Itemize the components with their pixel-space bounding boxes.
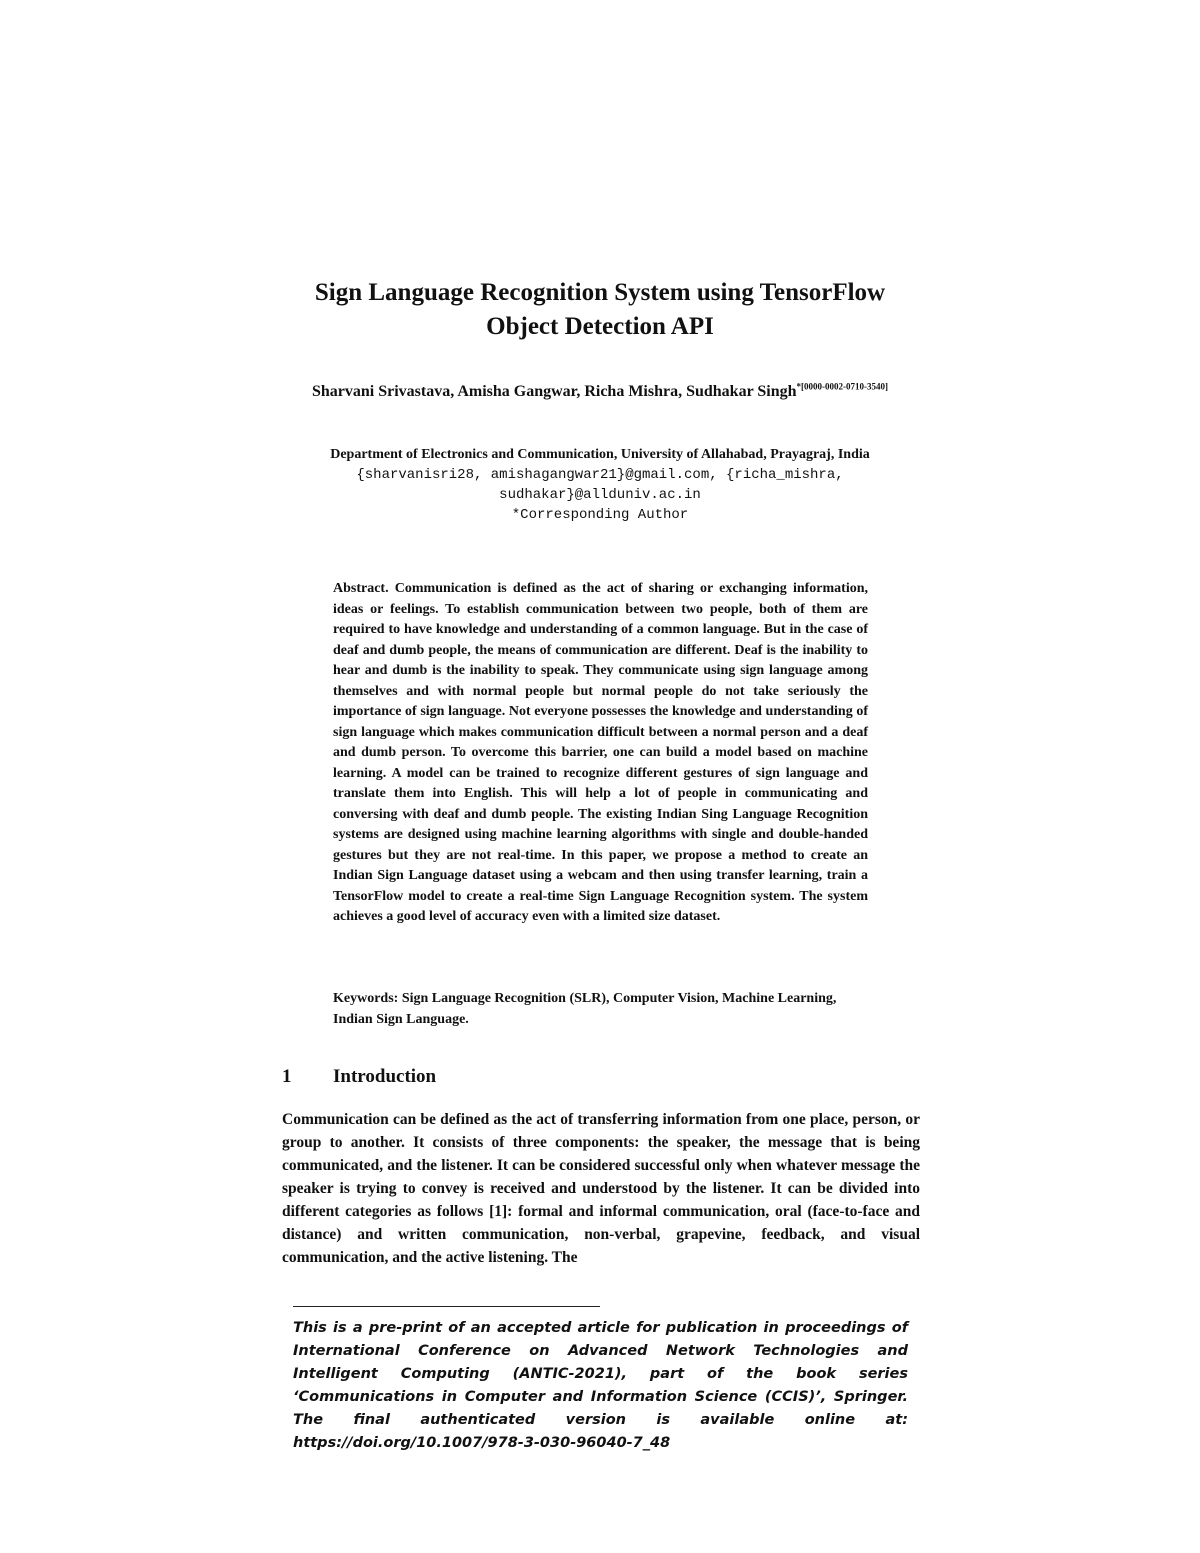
footnote-divider [293, 1306, 600, 1307]
affiliation: Department of Electronics and Communication, University of Allahabad, Prayagraj, India [330, 447, 870, 462]
keywords-text: Sign Language Recognition (SLR), Computer Vision, Machine Learning, Indian Sign Language. [333, 991, 837, 1027]
introduction-paragraph: Communication can be defined as the act of transferring information from one place, person, or group to another. It consists of three components: the speaker, the message that is being communicated, and the listener. It can be considered successful only when whatever message the speaker is trying to convey is received and understood by the listener. It can be divided into different categories as follows [1]: formal and informal communication, oral (face-to-face and distance) and written communication, non-verbal, grapevine, feedback, and visual communication, and the active listening. The [282, 1111, 920, 1266]
paper-title-line-2: Object Detection API [486, 313, 714, 340]
abstract [333, 579, 868, 928]
preprint-footnote: This is a pre-print of an accepted article for publication in proceedings of International Conference on Advanced Network Technologies and Intelligent Computing (ANTIC-2021), part of the book series ‘Communications in Computer and Information Science (CCIS)’, Springer. The final authenticated version is available online at: https://doi.org/10.1007/978-3-030-96040-7_48 [293, 1320, 908, 1451]
paper-title-line-1: Sign Language Recognition System using TensorFlow [314, 279, 886, 306]
emails-line-1: {sharvanisri28, amishagangwar21}@gmail.com, {richa_mishra, [356, 467, 844, 483]
author-names: Sharvani Srivastava, Amisha Gangwar, Richa Mishra, Sudhakar Singh [311, 383, 797, 400]
abstract-text: Communication is defined as the act of sharing or exchanging information, ideas or feelings. To establish communication between two people, both of them are required to have knowledge and understanding of a common language. But in the case of deaf and dumb people, the means of communication are different. Deaf is the inability to hear and dumb is the inability to speak. They communicate using sign language among themselves and with normal people but normal people do not take seriously the importance of sign language. Not everyone possesses the knowledge and understanding of sign language which makes communication difficult between a normal person and a deaf and dumb person. To overcome this barrier, one can build a model based on machine learning. A model can be trained to recognize different gestures of sign language and translate them into English. This will help a lot of people in communicating and conversing with deaf and dumb people. The existing Indian Sing Language Recognition systems are designed using machine learning algorithms with single and double-handed gestures but they are not real-time. In this paper, we propose a method to create an Indian Sign Language dataset using a webcam and then using transfer learning, train a TensorFlow model to create a real-time Sign Language Recognition system. The system achieves a good level of accuracy even with a limited size dataset. [333, 581, 868, 924]
keywords-label: Keywords: [333, 991, 399, 1006]
author-list [280, 382, 920, 402]
affiliation-block [250, 445, 950, 525]
paper-title [200, 276, 1000, 344]
abstract-label: Abstract. [333, 581, 389, 596]
section-heading-introduction [282, 1064, 436, 1090]
section-number: 1 [282, 1066, 292, 1087]
corresponding-author-note: *Corresponding Author [511, 507, 689, 523]
keywords [333, 988, 868, 1030]
emails-line-2: sudhakar}@allduniv.ac.in [499, 487, 701, 503]
orcid-superscript: *[0000-0002-0710-3540] [796, 381, 889, 392]
section-title: Introduction [333, 1066, 437, 1087]
